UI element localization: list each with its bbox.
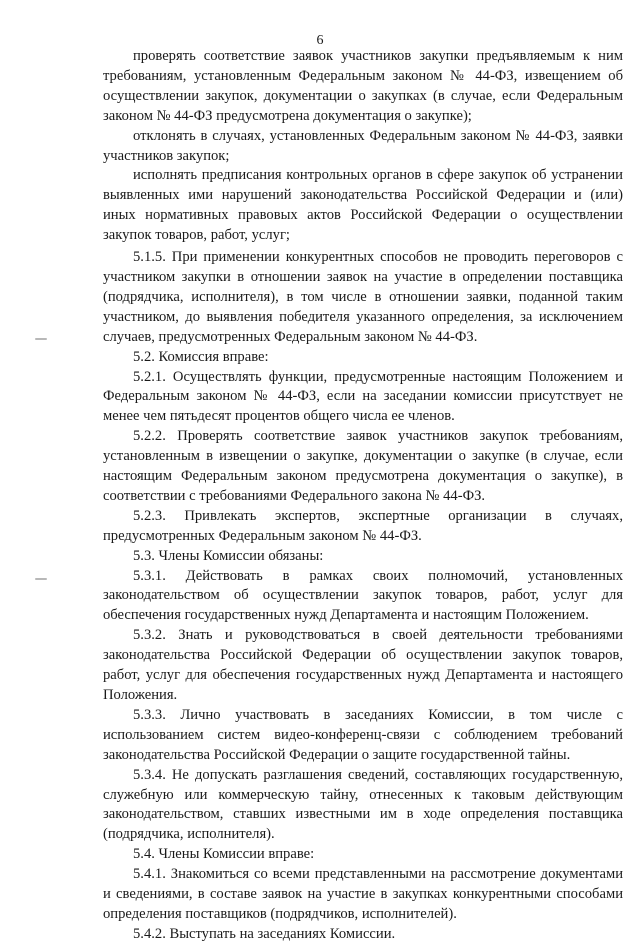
paragraph-5-4: 5.4. Члены Комиссии вправе: (133, 846, 315, 863)
paragraph-reject-bids: отклонять в случаях, установленных Федеральным законом № 44-ФЗ, заявки участников закупок; (103, 127, 623, 164)
paragraph-5-3-2: 5.3.2. Знать и руководствоваться в своей деятельности требованиями законодательства Российской Федерации об осуществлении закупок товаров, работ, услуг для обеспечения государственных нужд Департамента и настоящего Положения. (103, 627, 623, 703)
paragraph-5-2-3: 5.2.3. Привлекать экспертов, экспертные организации в случаях, предусмотренных Федеральным законом № 44-ФЗ. (103, 507, 623, 544)
paragraph-5-3-3: 5.3.3. Лично участвовать в заседаниях Комиссии, в том числе с использованием систем видео-конференц-связи с соблюдением требований законодательства Российской Федерации о защите государственной тайны. (103, 706, 623, 763)
paragraph-5-2: 5.2. Комиссия вправе: (133, 348, 269, 365)
scan-mark (35, 338, 47, 340)
paragraph-5-3-4: 5.3.4. Не допускать разглашения сведений, составляющих государственную, служебную или коммерческую тайну, отнесенных к таковым действующим законодательством, ставших известными им в ходе определения поставщика (подрядчика, исполнителя). (103, 766, 623, 843)
document-body (103, 47, 623, 945)
paragraph-execute-orders: исполнять предписания контрольных органов в сфере закупок об устранении выявленных ими нарушений законодательства Российской Федерации и (или) иных нормативных правовых актов Российской Федерации о осуществлении закупок товаров, работ, услуг; (103, 167, 623, 244)
paragraph-check-bids: проверять соответствие заявок участников закупки предъявляемым к ним требованиям, установленным Федеральным законом № 44-ФЗ, извещением об осуществлении закупок, документации о закупках (в случае, если Федеральным законом № 44-ФЗ предусмотрена документация о закупке); (103, 48, 623, 124)
paragraph-5-3-1: 5.3.1. Действовать в рамках своих полномочий, установленных законодательством об осуществлении закупок товаров, работ, услуг для обеспечения государственных нужд Департамента и настоящим Положением. (103, 567, 623, 624)
paragraph-5-3: 5.3. Члены Комиссии обязаны: (133, 547, 324, 564)
page-number: 6 (316, 33, 324, 48)
paragraph-5-2-1: 5.2.1. Осуществлять функции, предусмотренные настоящим Положением и Федеральным законом № 44-ФЗ, если на заседании комиссии присутствует не менее чем пятьдесят процентов общего числа ее членов. (103, 368, 623, 425)
paragraph-5-2-2: 5.2.2. Проверять соответствие заявок участников закупок требованиям, установленным в извещении о закупке, документации о закупке (в случае, если настоящим Федеральным законом предусмотрена документация о закупке), в соответствии с требованиями Федерального закона № 44-ФЗ. (103, 428, 623, 504)
paragraph-5-4-1: 5.4.1. Знакомиться со всеми представленными на рассмотрение документами и сведениями, в составе заявок на участие в закупках конкурентными способами определения поставщиков (подрядчиков, исполнителей). (103, 866, 623, 922)
paragraph-5-1-5: 5.1.5. При применении конкурентных способов не проводить переговоров с участником закупки в отношении заявок на участие в определении поставщика (подрядчика, исполнителя), в том числе в отношении заявки, поданной таким участником, до выявления победителя указанного определения, за исключением случаев, предусмотренных Федеральным законом № 44-ФЗ. (103, 249, 623, 345)
paragraph-5-4-2: 5.4.2. Выступать на заседаниях Комиссии. (133, 925, 396, 942)
scan-mark (35, 578, 47, 580)
